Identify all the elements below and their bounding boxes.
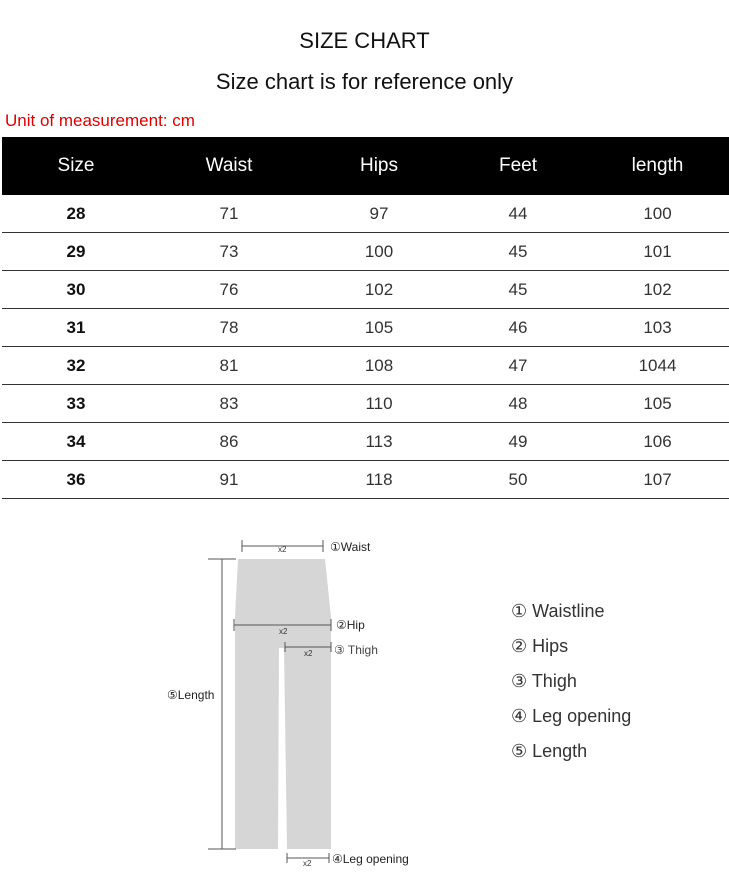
length-cell: 106	[586, 423, 729, 461]
leg-opening-label: ④Leg opening	[332, 852, 409, 866]
hips-cell: 110	[308, 385, 450, 423]
page-subtitle: Size chart is for reference only	[215, 69, 514, 94]
size-cell: 31	[2, 309, 150, 347]
length-cell: 101	[586, 233, 729, 271]
hips-cell: 100	[308, 233, 450, 271]
length-cell: 107	[586, 461, 729, 499]
size-cell: 36	[2, 461, 150, 499]
waist-cell: 76	[150, 271, 308, 309]
thigh-label: ③ Thigh	[334, 643, 378, 657]
legend-item-leg-opening: ④ Leg opening	[511, 706, 632, 726]
col-header-size: Size	[2, 137, 150, 195]
size-cell: 30	[2, 271, 150, 309]
measurement-legend	[511, 601, 631, 776]
feet-cell: 45	[450, 233, 586, 271]
col-header-feet: Feet	[450, 137, 586, 195]
legend-item-length: ⑤ Length	[511, 741, 588, 761]
col-header-hips: Hips	[308, 137, 450, 195]
hip-multiplier: x2	[279, 627, 288, 636]
hips-cell: 102	[308, 271, 450, 309]
waist-cell: 86	[150, 423, 308, 461]
length-cell: 103	[586, 309, 729, 347]
leg-opening-multiplier: x2	[303, 859, 312, 868]
length-cell: 1044	[586, 347, 729, 385]
size-cell: 34	[2, 423, 150, 461]
thigh-multiplier: x2	[304, 649, 313, 658]
feet-cell: 45	[450, 271, 586, 309]
legend-item-waistline: ① Waistline	[511, 601, 605, 621]
legend-item-thigh: ③ Thigh	[511, 671, 577, 691]
waist-cell: 91	[150, 461, 308, 499]
feet-cell: 44	[450, 195, 586, 233]
size-cell: 28	[2, 195, 150, 233]
length-measure-line	[208, 559, 236, 849]
col-header-waist: Waist	[150, 137, 308, 195]
waist-cell: 71	[150, 195, 308, 233]
hips-cell: 105	[308, 309, 450, 347]
unit-note: Unit of measurement: cm	[5, 111, 195, 130]
hips-cell: 113	[308, 423, 450, 461]
hips-cell: 97	[308, 195, 450, 233]
pants-silhouette	[235, 559, 331, 849]
hip-label: ②Hip	[336, 618, 365, 632]
waist-cell: 81	[150, 347, 308, 385]
length-label: ⑤Length	[167, 688, 215, 702]
waist-label: ①Waist	[330, 540, 371, 554]
waist-cell: 78	[150, 309, 308, 347]
length-cell: 100	[586, 195, 729, 233]
size-cell: 29	[2, 233, 150, 271]
size-cell: 33	[2, 385, 150, 423]
size-cell: 32	[2, 347, 150, 385]
feet-cell: 48	[450, 385, 586, 423]
feet-cell: 50	[450, 461, 586, 499]
hips-cell: 118	[308, 461, 450, 499]
waist-cell: 73	[150, 233, 308, 271]
legend-item-hips: ② Hips	[511, 636, 569, 656]
feet-cell: 47	[450, 347, 586, 385]
waist-cell: 83	[150, 385, 308, 423]
page-title: SIZE CHART	[299, 28, 430, 53]
col-header-length: length	[586, 137, 729, 195]
feet-cell: 46	[450, 309, 586, 347]
length-cell: 102	[586, 271, 729, 309]
hips-cell: 108	[308, 347, 450, 385]
waist-multiplier: x2	[278, 545, 287, 554]
feet-cell: 49	[450, 423, 586, 461]
length-cell: 105	[586, 385, 729, 423]
